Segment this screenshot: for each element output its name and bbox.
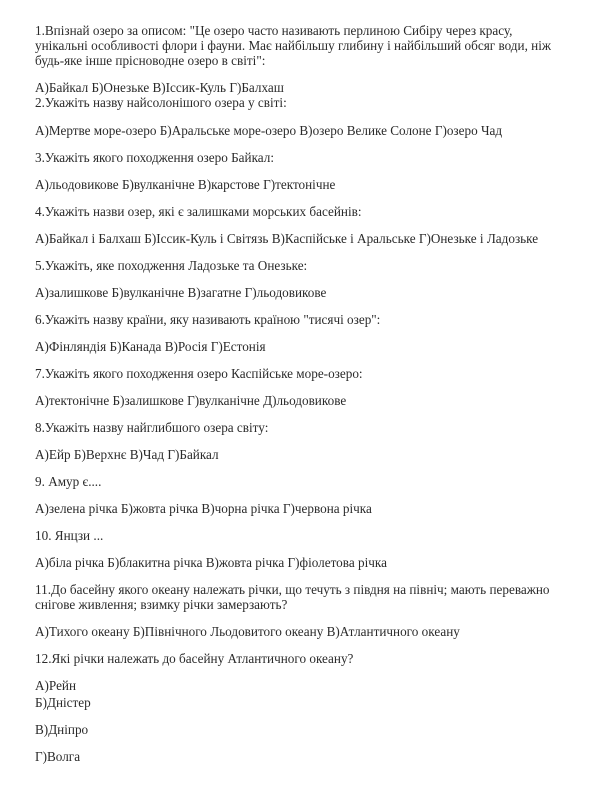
question-3-text: 3.Укажіть якого походження озеро Байкал: bbox=[35, 150, 274, 165]
question-5-answers: А)залишкове Б)вулканічне В)загатне Г)льодовикове bbox=[35, 285, 327, 300]
question-7-text: 7.Укажіть якого походження озеро Каспійське море-озеро: bbox=[35, 366, 363, 381]
question-7-answers: А)тектонічне Б)залишкове Г)вулканічне Д)льодовикове bbox=[35, 393, 347, 408]
question-2-text: 2.Укажіть назву найсолонішого озера у світі: bbox=[35, 95, 287, 110]
question-10-text: 10. Янцзи ... bbox=[35, 528, 104, 543]
question-3-answers: А)льодовикове Б)вулканічне В)карстове Г)тектонічне bbox=[35, 177, 336, 192]
question-12-answer-b: Б)Дністер bbox=[35, 695, 91, 710]
question-12-answer-d: Г)Волга bbox=[35, 749, 81, 764]
question-12-answer-a: А)Рейн bbox=[35, 678, 77, 693]
question-11-answers: А)Тихого океану Б)Північного Льодовитого океану В)Атлантичного океану bbox=[35, 624, 460, 639]
question-12-text: 12.Які річки належать до басейну Атлантичного океану? bbox=[35, 651, 354, 666]
question-6-answers: А)Фінляндія Б)Канада В)Росія Г)Естонія bbox=[35, 339, 266, 354]
question-9-text: 9. Амур є.... bbox=[35, 474, 102, 489]
question-4-text: 4.Укажіть назви озер, які є залишками морських басейнів: bbox=[35, 204, 362, 219]
question-12-answer-c: В)Дніпро bbox=[35, 722, 89, 737]
question-4-answers: А)Байкал і Балхаш Б)Іссик-Куль і Світязь В)Каспійське і Аральське Г)Онезьке і Ладозьке bbox=[35, 231, 539, 246]
question-8-text: 8.Укажіть назву найглибшого озера світу: bbox=[35, 420, 269, 435]
question-1-answers: А)Байкал Б)Онезьке В)Іссик-Куль Г)Балхаш bbox=[35, 80, 284, 95]
question-9-answers: А)зелена річка Б)жовта річка В)чорна річка Г)червона річка bbox=[35, 501, 372, 516]
question-11-line-1: 11.До басейну якого океану належать річки, що течуть з півдня на північ; мають переважно bbox=[35, 582, 550, 597]
question-10-answers: А)біла річка Б)блакитна річка В)жовта річка Г)фіолетова річка bbox=[35, 555, 387, 570]
question-6-text: 6.Укажіть назву країни, яку називають країною "тисячі озер": bbox=[35, 312, 381, 327]
question-5-text: 5.Укажіть, яке походження Ладозьке та Онезьке: bbox=[35, 258, 308, 273]
question-1-line-1: 1.Впізнай озеро за описом: "Це озеро часто називають перлиною Сибіру через красу, bbox=[35, 23, 513, 38]
question-11-line-2: снігове живлення; взимку річки замерзають? bbox=[35, 597, 288, 612]
question-2-answers: А)Мертве море-озеро Б)Аральське море-озеро В)озеро Велике Солоне Г)озеро Чад bbox=[35, 123, 503, 138]
question-1-line-2: унікальні особливості флори і фауни. Має найбільшу глибину і найбільший обсяг води, ніж bbox=[35, 38, 552, 53]
question-1-line-3: будь-яке інше прісноводне озеро в світі": bbox=[35, 53, 266, 68]
question-8-answers: А)Ейр Б)Верхнє В)Чад Г)Байкал bbox=[35, 447, 219, 462]
